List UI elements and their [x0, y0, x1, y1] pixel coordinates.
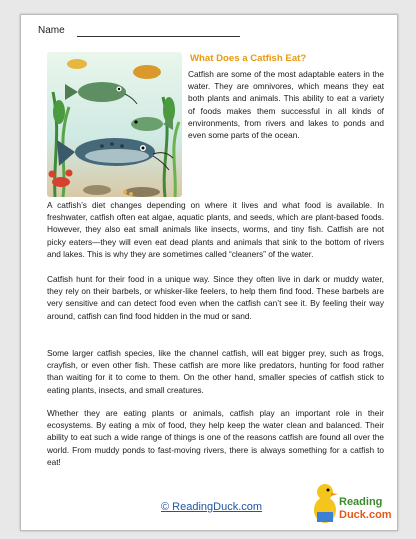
worksheet-page [20, 14, 398, 531]
logo-text-bottom: Duck.com [339, 509, 391, 521]
name-line [77, 36, 240, 37]
paragraph-2: A catfish’s diet changes depending on where it lives and what food is available. In freshwater, catfish often eat algae, aquatic plants, and seeds, which are plant-based foods. However, they also eat small animals like insects, worms, and tiny fish. Catfish are not picky eaters—they will even eat dead plants and animals that sink to the bottom of rivers and lakes. This is why they are sometimes called “cleaners” of the water. [47, 200, 384, 259]
paragraph-5: Whether they are eating plants or animals, catfish play an important role in their ecosystems. By eating a mix of food, they help keep the water clean and balanced. Their ability to eat such a wide range of things is one of the reasons catfish are found all over the world. From muddy ponds to fast-moving rivers, there is always something for a catfish to eat! [47, 408, 384, 467]
reading-duck-logo-icon [311, 472, 391, 532]
catfish-illustration-icon [47, 52, 182, 197]
logo-text-top: Reading [339, 496, 383, 508]
intro-paragraph: Catfish are some of the most adaptable eaters in the water. They are omnivores, which means they eat both plants and animals. This ability to eat a variety of foods makes them successful in all kinds of environments, from rivers and lakes to ponds and even some parts of the ocean. [188, 69, 384, 141]
paragraph-4: Some larger catfish species, like the channel catfish, will eat bigger prey, such as frogs, crayfish, or even other fish. These catfish are more like predators, hunting for food rather than waiting for it to come to them. On the other hand, smaller species of catfish stick to eating plants, insects, and small creatures. [47, 348, 384, 395]
name-label: Name [38, 25, 65, 36]
article-title: What Does a Catfish Eat? [190, 53, 307, 64]
paragraph-3: Catfish hunt for their food in a unique way. Since they often live in dark or muddy water, they rely on their barbels, or whisker-like feelers, to help them find food. These barbels are very sensitive and can detect food even when the catfish can’t see it. By feeling their way around, catfish can find food hidden in the mud or sand. [47, 274, 384, 321]
readingduck-link[interactable]: © ReadingDuck.com [161, 501, 263, 513]
